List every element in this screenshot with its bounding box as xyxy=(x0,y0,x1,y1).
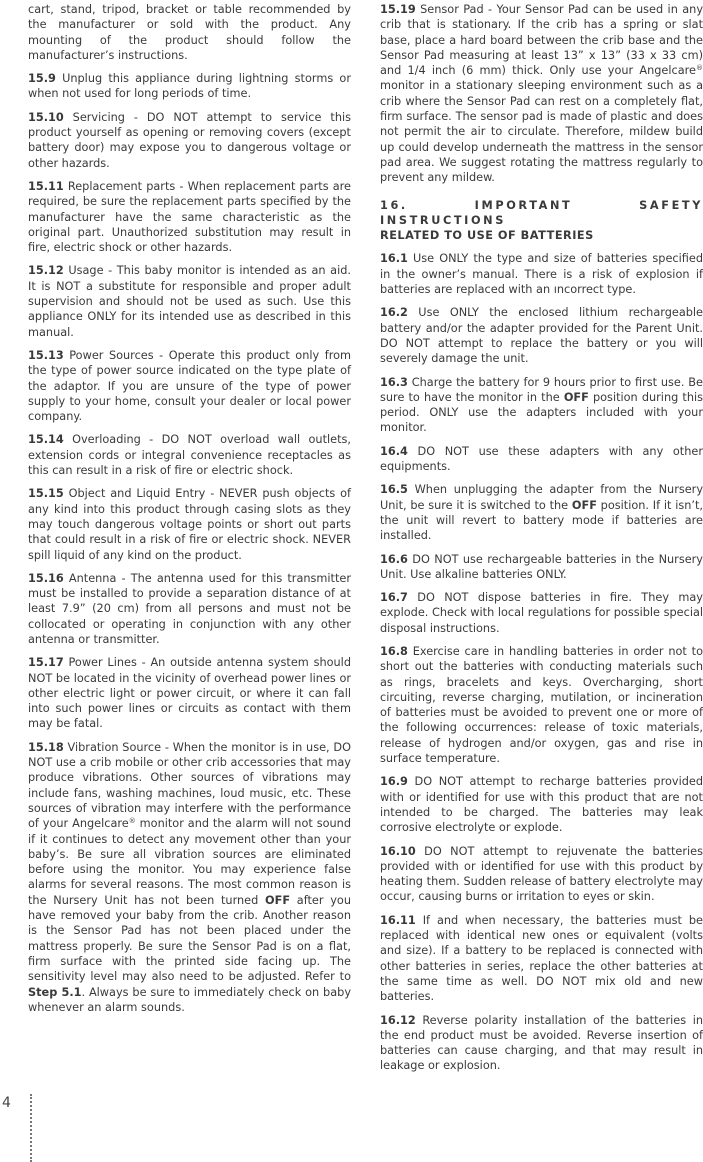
registered-mark: ® xyxy=(696,64,703,73)
paragraph-15-19 xyxy=(380,2,703,186)
section-number: 15.18 xyxy=(28,740,64,754)
paragraph-16-3 xyxy=(380,375,703,436)
paragraph-text: position. If it isn’t, the unit will revert to battery mode if batteries are installed. xyxy=(380,498,703,543)
section-number: 16.7 xyxy=(380,591,408,605)
paragraph-text: DO NOT use these adapters with any other equipments. xyxy=(380,444,703,474)
section-number: 15.15 xyxy=(28,487,64,501)
registered-mark: ® xyxy=(128,817,136,826)
paragraph-text: Object and Liquid Entry - NEVER push objects of any kind into this product through casing slots as they may touch dangerous voltage points or short out parts that could result in a risk of fire or electric shock. NEVER spill liquid of any kind on the product. xyxy=(28,487,352,562)
section-number: 15.16 xyxy=(28,571,64,585)
paragraph-text: . Always be sure to immediately check on baby whenever an alarm sounds. xyxy=(28,985,351,1014)
paragraph-16-10 xyxy=(380,844,703,905)
paragraph-text: Overloading - DO NOT overload wall outlets, extension cords or integral convenience receptacles as this can result in a risk of fire or electric shock. xyxy=(28,433,351,478)
paragraph-15-8-continued: cart, stand, tripod, bracket or table recommended by the manufacturer or sold with the product. Any mounting of the product should follow the manufacturer’s instructions. xyxy=(28,3,351,62)
paragraph-16-2 xyxy=(380,305,703,366)
paragraph-text: Vibration Source - When the monitor is in use, DO NOT use a crib mobile or other crib accessories that may produce vibrations. Other sources of vibrations may include fans, washing machines, loud music, etc. These sources of vibration may interfere with the performance of your Angelcare xyxy=(28,740,352,831)
paragraph-15-12 xyxy=(28,263,351,339)
paragraph-text: When unplugging the adapter from the Nursery Unit, be sure it is switched to the xyxy=(380,483,703,512)
section-16-heading xyxy=(380,198,703,244)
heading-line-1: 16. IMPORTANT SAFETY INSTRUCTIONS xyxy=(380,198,703,227)
paragraph-text: DO NOT attempt to recharge batteries provided with or identified for use with this product that are not intended to be charged. The batteries may leak corrosive electrolyte or explode. xyxy=(380,775,703,835)
paragraph-16-12 xyxy=(380,1013,703,1074)
paragraph-text: If and when necessary, the batteries must be replaced with identical new ones or equivalent (volts and size). If a battery to be replaced is connected with other batteries in series, replace the other batteries at the same time as well. DO NOT mix old and new batteries. xyxy=(380,913,703,1004)
paragraph-text: DO NOT use rechargeable batteries in the Nursery Unit. Use alkaline batteries ONLY. xyxy=(380,552,703,581)
paragraph-text: Power Lines - An outside antenna system should NOT be located in the vicinity of overhead power lines or other electric light or power circuit, or where it can fall into such power lines or circuits as contact with them may be fatal. xyxy=(28,656,351,731)
paragraph-15-18 xyxy=(28,740,351,1015)
paragraph-text: DO NOT attempt to rejuvenate the batteries provided with or identified for use with this product by heating them. Sudden release of battery electrolyte may occur, causing burns or irritation to eyes or skin. xyxy=(380,844,703,904)
section-number: 15.12 xyxy=(28,264,64,278)
paragraph-text: Use ONLY the type and size of batteries specified in the owner’s manual. There is a risk of explosion if batteries are replaced with an ıncorrect type. xyxy=(380,252,703,297)
paragraph-text: Replacement parts - When replacement parts are required, be sure the replacement parts specified by the manufacturer have the same characteristic as the original part. Unauthorized substitution may result in fire, electric shock or other hazards. xyxy=(28,179,351,255)
section-number: 16.6 xyxy=(380,552,408,566)
section-number: 15.11 xyxy=(28,179,64,193)
section-number: 15.17 xyxy=(28,656,64,670)
paragraph-text: Power Sources - Operate this product only from the type of power source indicated on the type plate of the adaptor. If you are unsure of the type of power supply to your home, consult your dealer or local power company. xyxy=(28,348,352,424)
off-emphasis: OFF xyxy=(563,390,589,404)
paragraph-16-7 xyxy=(380,590,703,636)
section-number: 16.12 xyxy=(380,1013,416,1027)
paragraph-15-9 xyxy=(28,71,351,102)
section-number: 15.9 xyxy=(28,72,56,86)
section-number: 16.2 xyxy=(380,306,408,320)
paragraph-text: Usage - This baby monitor is intended as an aid. It is NOT a substitute for responsible and proper adult supervision and should not be used as such. Use this appliance ONLY for its intended use as described in this manual. xyxy=(28,264,351,339)
paragraph-text: position during this period. ONLY use the adapters included with your monitor. xyxy=(380,390,703,435)
paragraph-16-11 xyxy=(380,913,703,1005)
section-number: 15.13 xyxy=(28,348,64,362)
paragraph-16-1 xyxy=(380,251,703,297)
paragraph-text: Servicing - DO NOT attempt to service this product yourself as opening or removing covers (except battery door) may expose you to dangerous voltage or other hazards. xyxy=(28,110,351,170)
section-number: 15.14 xyxy=(28,433,64,447)
section-number: 16.9 xyxy=(380,775,408,789)
paragraph-text: Charge the battery for 9 hours prior to first use. Be sure to have the monitor in the xyxy=(380,375,703,404)
right-column xyxy=(380,2,703,1082)
paragraph-text: DO NOT dispose batteries in fire. They may explode. Check with local regulations for possible special disposal instructions. xyxy=(380,591,703,635)
paragraph-15-10 xyxy=(28,110,351,171)
section-number: 15.19 xyxy=(380,3,416,16)
section-number: 16.4 xyxy=(380,444,408,458)
paragraph-15-13 xyxy=(28,348,351,424)
section-number: 16.3 xyxy=(380,375,408,389)
paragraph-text: monitor in a stationary sleeping environment such as a crib where the Sensor Pad can rest on a completely flat, firm surface. The sensor pad is made of plastic and does not permit the air to circulate. Therefore, mildew build up could develop underneath the mattress in the sensor pad area. We suggest rotating the mattress regularly to prevent any mildew. xyxy=(380,79,703,185)
paragraph-text: after you have removed your baby from the crib. Another reason is the Sensor Pad has not been placed under the mattress properly. Be sure the Sensor Pad is on a flat, firm surface with the printed side facing up. The sensitivity level may also need to be adjusted. Refer to xyxy=(28,893,351,984)
paragraph-text: Antenna - The antenna used for this transmitter must be installed to provide a separation distance of at least 7.9” (20 cm) from all persons and must not be collocated or operating in conjunction with any other antenna or transmitter. xyxy=(28,571,352,646)
section-number: 15.10 xyxy=(28,110,64,124)
paragraph-text: Exercise care in handling batteries in order not to short out the batteries with conducting materials such as rings, bracelets and keys. Overcharging, short circuiting, reverse charging, mutilation, or incineration of batteries must be avoided to prevent one or more of the following occurrences: release of toxic materials, release of hydrogen and/or oxygen, gas and rise in surface temperature. xyxy=(380,644,703,766)
paragraph-16-6 xyxy=(380,552,703,583)
paragraph-15-14 xyxy=(28,432,351,478)
paragraph-text: Sensor Pad - Your Sensor Pad can be used in any crib that is stationary. If the crib has a spring or slat base, place a hard board between the crib base and the Sensor Pad measuring at least 13” x 13” (33 x 33 cm) and 1/4 inch (6 mm) thick. Only use your Angelcare xyxy=(380,3,703,78)
off-emphasis: OFF xyxy=(265,893,291,907)
paragraph-text: Use ONLY the enclosed lithium rechargeable battery and/or the adapter provided for the Parent Unit. DO NOT attempt to replace the battery or you will severely damage the unit. xyxy=(380,306,703,366)
step-reference: Step 5.1 xyxy=(28,985,82,999)
paragraph-15-15 xyxy=(28,486,351,562)
section-number: 16.5 xyxy=(380,483,408,497)
section-number: 16.8 xyxy=(380,644,408,658)
off-emphasis: OFF xyxy=(571,498,597,512)
page-number: 4 xyxy=(2,1095,11,1111)
section-number: 16.11 xyxy=(380,913,416,927)
dotted-margin-rule xyxy=(30,1094,32,1162)
paragraph-text: Reverse polarity installation of the batteries in the end product must be avoided. Reverse insertion of batteries can cause charging, and that may result in leakage or explosion. xyxy=(380,1013,703,1073)
paragraph-15-17 xyxy=(28,655,351,731)
section-number: 16.1 xyxy=(380,252,408,266)
paragraph-15-16 xyxy=(28,571,351,647)
paragraph-text: Unplug this appliance during lightning storms or when not used for long periods of time. xyxy=(28,72,351,101)
paragraph-16-9 xyxy=(380,774,703,835)
paragraph-16-8 xyxy=(380,644,703,766)
paragraph-16-5 xyxy=(380,482,703,543)
paragraph-15-11 xyxy=(28,179,351,255)
paragraph-16-4 xyxy=(380,444,703,475)
paragraph-text: monitor and the alarm will not sound if it continues to detect any movement other than your baby’s. Be sure all vibration sources are eliminated before using the monitor. You may experience false alarms for several reasons. The most common reason is the Nursery Unit has not been turned xyxy=(28,817,351,907)
heading-line-2: RELATED TO USE OF BATTERIES xyxy=(380,229,594,243)
section-number: 16.10 xyxy=(380,844,416,858)
left-column xyxy=(28,2,351,1023)
